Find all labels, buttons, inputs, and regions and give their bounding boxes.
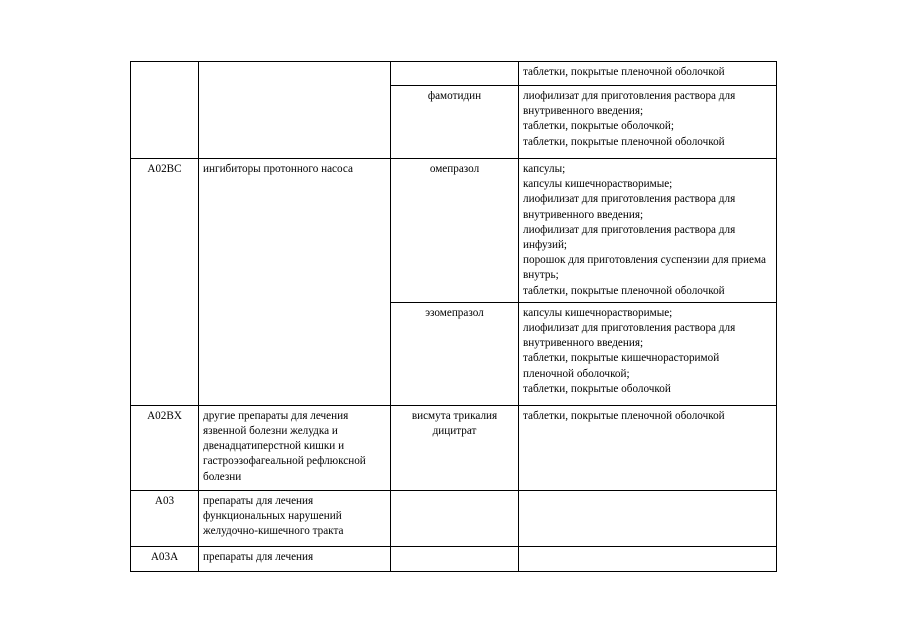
drug-name-cell: омепразол <box>391 159 519 303</box>
dosage-forms-cell <box>519 62 777 86</box>
table-row <box>131 62 777 86</box>
group-cell: ингибиторы протонного насоса <box>199 159 391 406</box>
dosage-forms-cell <box>519 302 777 405</box>
table-row <box>131 405 777 490</box>
dosage-form: таблетки, покрытые оболочкой <box>523 382 671 395</box>
dosage-forms-cell <box>519 405 777 490</box>
atc-code-cell <box>131 62 199 159</box>
atc-code-cell: A02BX <box>131 405 199 490</box>
atc-code-cell: A03A <box>131 546 199 571</box>
dosage-form: лиофилизат для приготовления раствора для внутривенного введения; <box>523 90 736 118</box>
dosage-form: таблетки, покрытые пленочной оболочкой <box>523 135 725 148</box>
drug-name-cell <box>391 546 519 571</box>
dosage-form: лиофилизат для приготовления раствора для внутривенного введения; <box>523 193 736 221</box>
table-row <box>131 490 777 546</box>
dosage-forms-cell <box>519 490 777 546</box>
dosage-form: порошок для приготовления суспензии для приема внутрь; <box>523 254 766 282</box>
group-cell: препараты для лечения функциональных нарушений желудочно-кишечного тракта <box>199 490 391 546</box>
drug-name-cell: эзомепразол <box>391 302 519 405</box>
dosage-form: таблетки, покрытые кишечнорасторимой пленочной оболочкой; <box>523 352 720 380</box>
table-row <box>131 546 777 571</box>
dosage-form: лиофилизат для приготовления раствора для инфузий; <box>523 223 736 252</box>
group-cell: другие препараты для лечения язвенной болезни желудка и двенадцатиперстной кишки и гастроэзофагеальной рефлюксной болезни <box>199 405 391 490</box>
dosage-form: лиофилизат для приготовления раствора для внутривенного введения; <box>523 322 736 350</box>
atc-code-cell: A02BC <box>131 159 199 406</box>
drug-table <box>130 61 777 572</box>
table-row <box>131 159 777 303</box>
dosage-form: таблетки, покрытые пленочной оболочкой <box>523 66 725 78</box>
dosage-forms-cell <box>519 546 777 571</box>
drug-name-cell: фамотидин <box>391 86 519 159</box>
dosage-form: таблетки, покрытые пленочной оболочкой <box>523 409 725 422</box>
drug-name-cell <box>391 62 519 86</box>
dosage-form: таблетки, покрытые оболочкой; <box>523 120 674 133</box>
dosage-form: капсулы кишечнорастворимые; <box>523 178 673 191</box>
drug-name-cell <box>391 490 519 546</box>
dosage-form: таблетки, покрытые пленочной оболочкой <box>523 284 725 297</box>
dosage-form: капсулы; <box>523 163 566 175</box>
dosage-forms-cell <box>519 86 777 159</box>
dosage-form: капсулы кишечнорастворимые; <box>523 306 673 319</box>
drug-name-cell: висмута трикалия дицитрат <box>391 405 519 490</box>
group-cell <box>199 62 391 159</box>
group-cell: препараты для лечения <box>199 546 391 571</box>
atc-code-cell: A03 <box>131 490 199 546</box>
dosage-forms-cell <box>519 159 777 303</box>
